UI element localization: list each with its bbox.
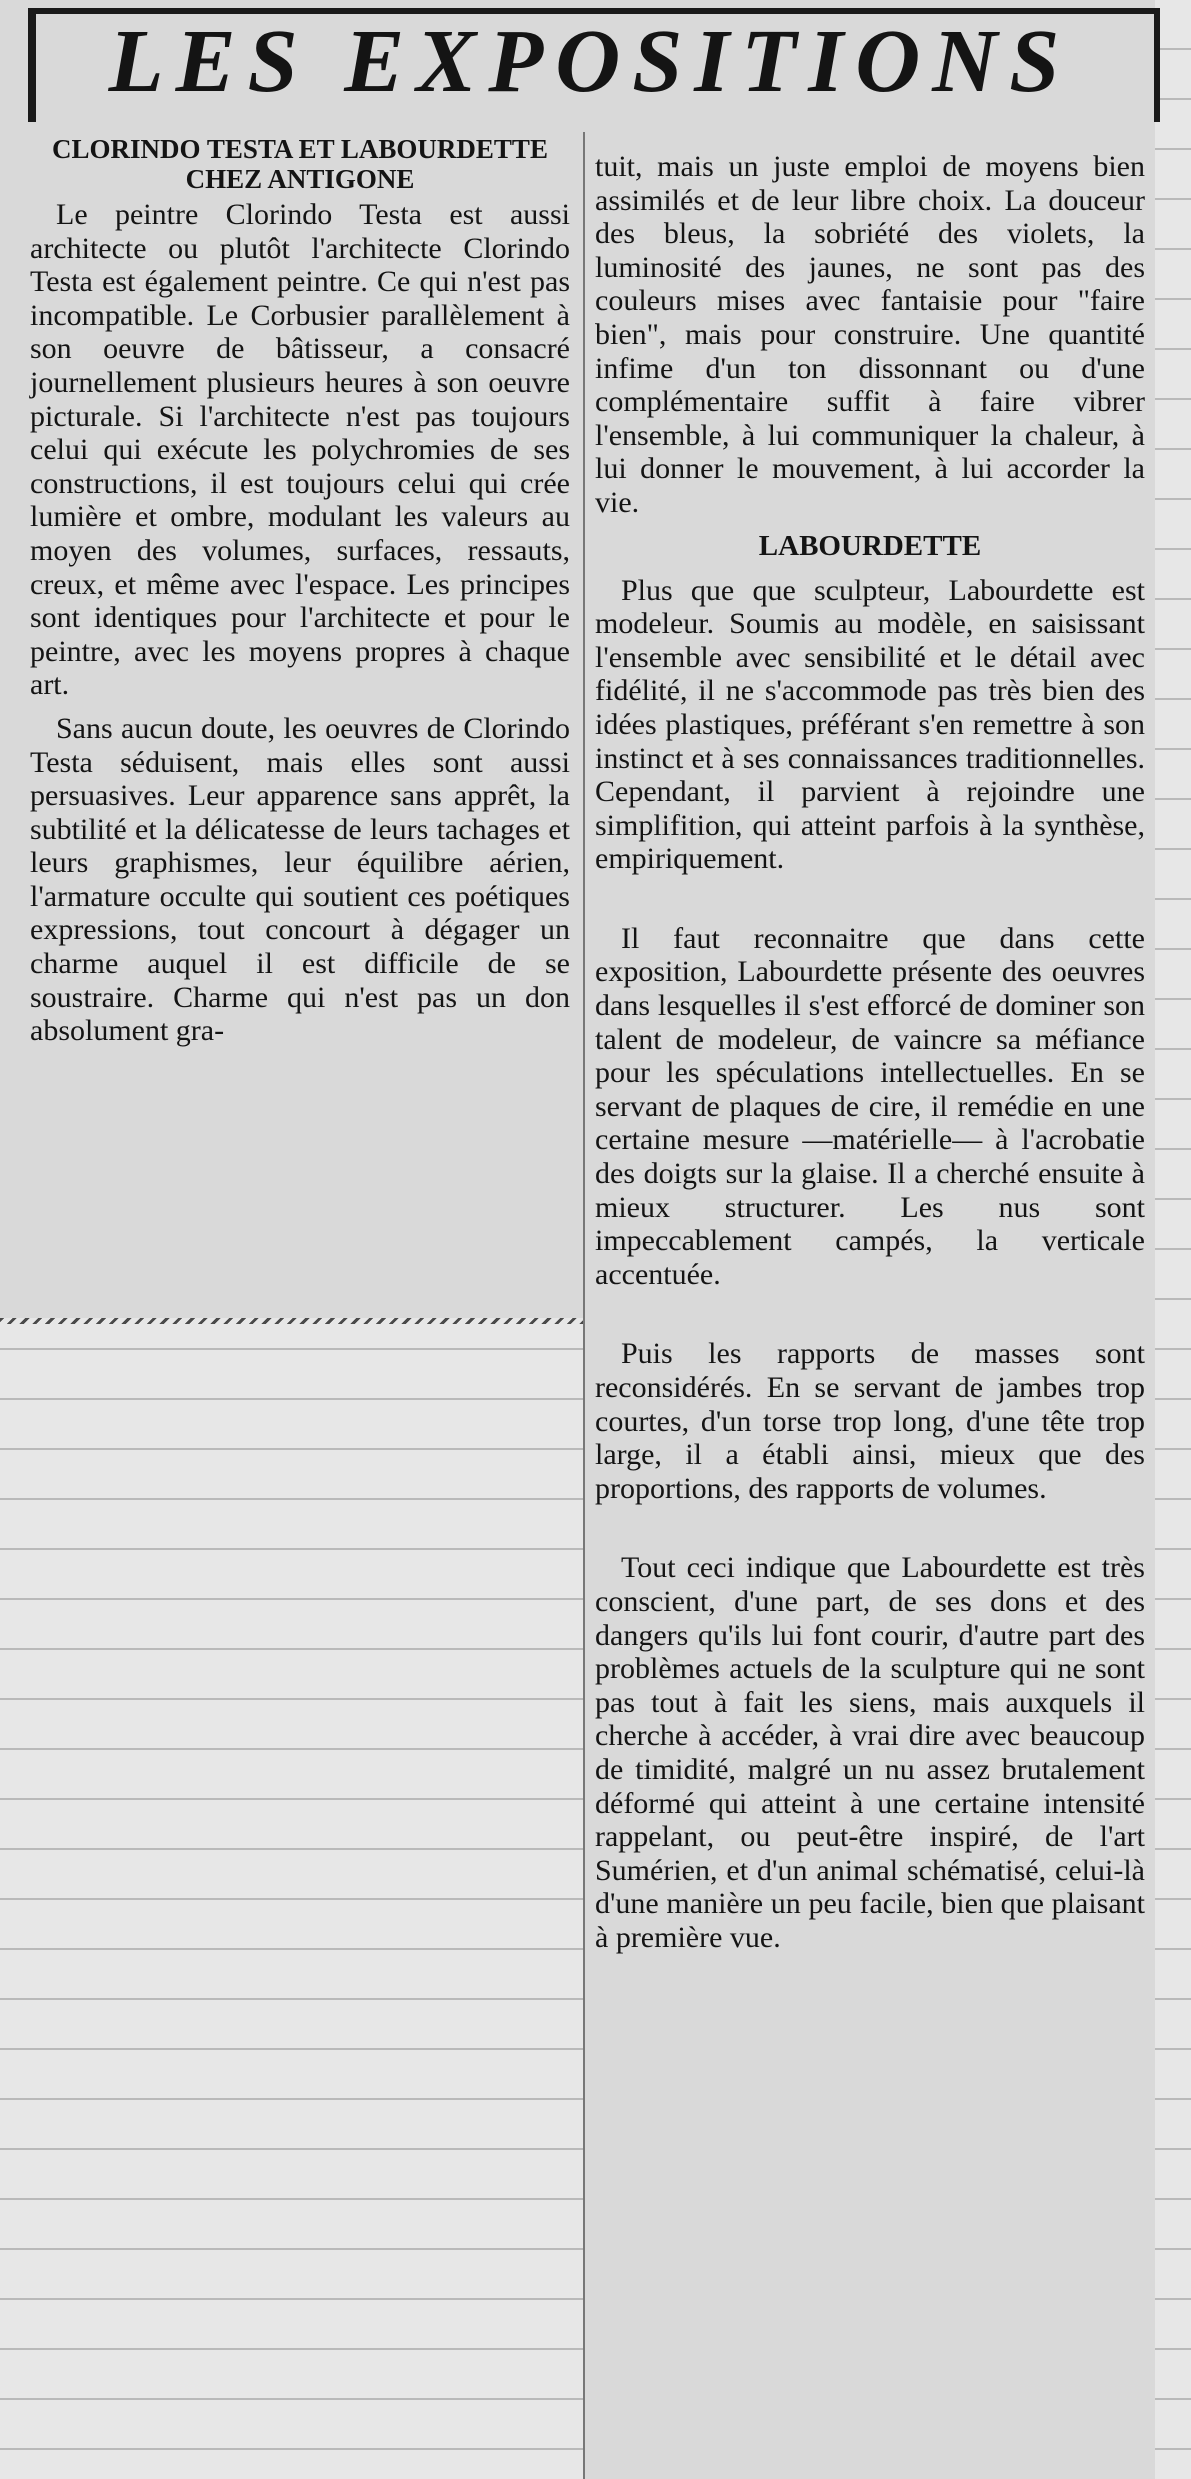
left-column — [30, 134, 570, 1058]
paragraph: Il faut reconnaitre que dans cette exposition, Labourdette présente des oeuvres dans lesquelles il s'est efforcé de dominer son talent de modeleur, de vaincre sa méfiance pour les spéculations intellectuelles. En se servant de plaques de cire, il remédie en une certaine mesure —matérielle— à l'acrobatie des doigts sur la glaise. Il a cherché ensuite à mieux structurer. Les nus sont impeccablement campés, la verticale accentuée. — [595, 921, 1145, 1291]
paragraph: Puis les rapports de masses sont reconsidérés. En se servant de jambes trop courtes, d'un torse trop long, d'une tête trop large, il a établi ainsi, mieux que des proportions, des rapports de volumes. — [595, 1337, 1145, 1505]
paragraph: Plus que que sculpteur, Labourdette est modeleur. Soumis au modèle, en saisissant l'ensemble avec sensibilité et le détail avec fidélité, il ne s'accommode pas très bien des idées plastiques, préférant s'en remettre à son instinct et à ses connaissances traditionnelles. Cependant, il parvient à rejoindre une simplifition, qui atteint parfois à la synthèse, empiriquement. — [595, 573, 1145, 876]
paragraph-continuation: tuit, mais un juste emploi de moyens bien assimilés et de leur libre choix. La douceur des bleus, la sobriété des violets, la luminosité des jaunes, ne sont pas des couleurs mises avec fantaisie pour "faire bien", mais pour construire. Une quantité infime d'un ton dissonnant ou d'une complémentaire suffit à faire vibrer l'ensemble, à lui communiquer la chaleur, à lui donner le mouvement, à lui accorder la vie. — [595, 150, 1145, 519]
column-rule — [583, 132, 585, 2479]
paragraph: Le peintre Clorindo Testa est aussi architecte ou plutôt l'architecte Clorindo Testa est également peintre. Ce qui n'est pas incompatible. Le Corbusier parallèlement à son oeuvre de bâtisseur, a consacré journellement plusieurs heures à son oeuvre picturale. Si l'architecte n'est pas toujours celui qui exécute les polychromies de ses constructions, il est toujours celui qui crée lumière et ombre, modulant les valeurs au moyen des volumes, surfaces, ressauts, creux, et même avec l'espace. Les principes sont identiques pour l'architecte et pour le peintre, avec les moyens propres à chaque art. — [30, 198, 570, 702]
article-headline: CLORINDO TESTA ET LABOURDETTE CHEZ ANTIGONE — [52, 134, 548, 194]
section-heading: LES EXPOSITIONS — [108, 12, 1072, 111]
paragraph: Tout ceci indique que Labourdette est très conscient, d'une part, de ses dons et des dangers qu'ils lui font courir, d'autre part des problèmes actuels de la sculpture qui ne sont pas tout à fait les siens, mais auxquels il cherche à accéder, à vrai dire avec beaucoup de timidité, malgré un nu assez brutalement déformé qui atteint à une certaine intensité rappelant, ou peut-être inspiré, de l'art Sumérien, et d'un animal schématisé, celui-là d'une manière un peu facile, bien que plaisant à première vue. — [595, 1551, 1145, 1954]
right-column — [595, 150, 1145, 1965]
subheading: LABOURDETTE — [758, 529, 982, 562]
paragraph: Sans aucun doute, les oeuvres de Clorindo Testa séduisent, mais elles sont aussi persuasives. Leur apparence sans apprêt, la subtilité et la délicatesse de leurs tachages et leurs graphismes, leur équilibre aérien, l'armature occulte qui soutient ces poétiques expressions, tout concourt à dégager un charme auquel il est difficile de se soustraire. Charme qui n'est pas un don absolument gra- — [30, 711, 570, 1048]
